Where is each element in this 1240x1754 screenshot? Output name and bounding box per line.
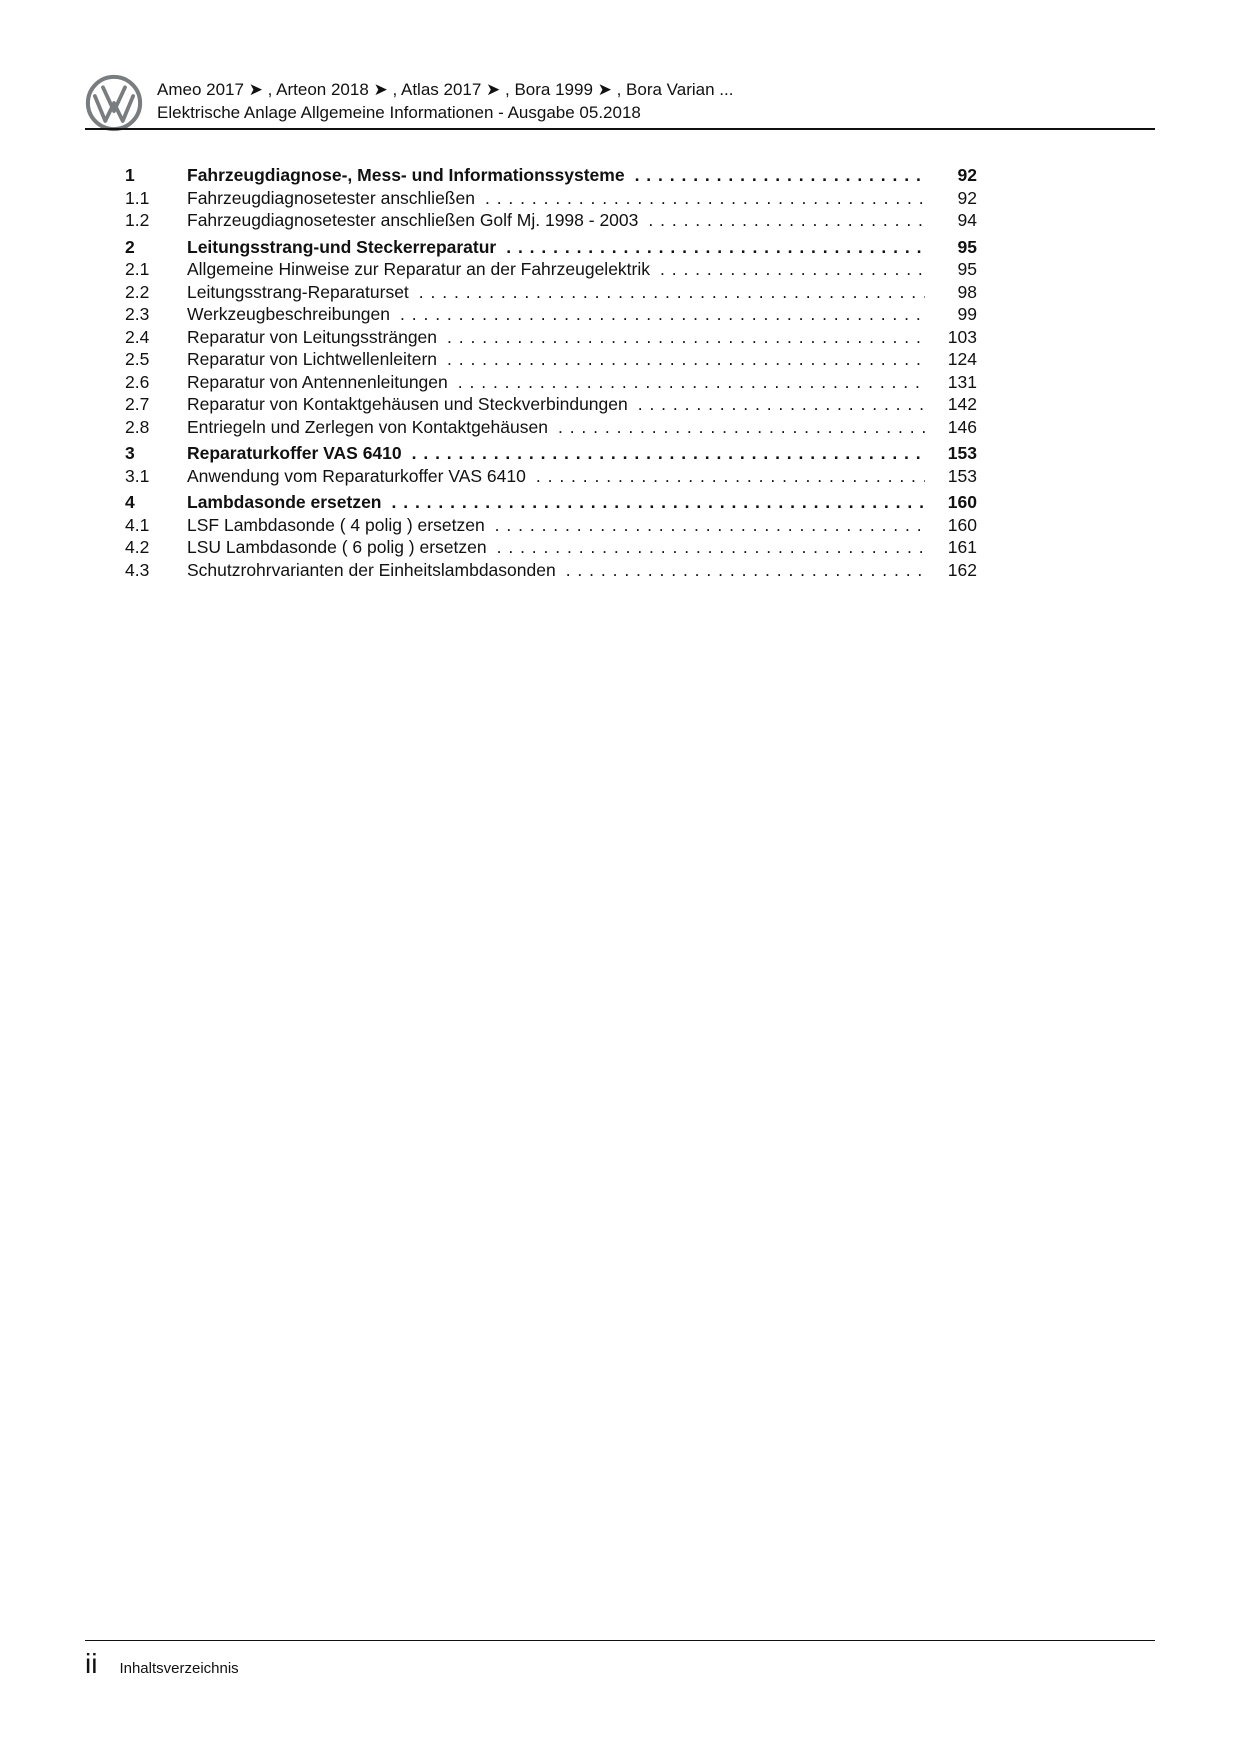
toc-section-number: 2 <box>125 236 135 257</box>
toc-section-number: 2.6 <box>125 371 150 392</box>
toc-section-number: 1.2 <box>125 210 150 230</box>
toc-dot-leader <box>660 258 925 281</box>
toc-entry-title: Reparatur von Kontaktgehäusen und Steckverbindungen <box>187 394 628 414</box>
toc-entry-title: Reparatur von Antennenleitungen <box>187 371 448 392</box>
toc-row <box>125 371 977 394</box>
toc-row <box>125 236 977 259</box>
toc-entry-title: Leitungsstrang-und Steckerreparatur <box>187 236 497 257</box>
toc-page-number: 95 <box>957 259 977 279</box>
toc-entry-title: LSU Lambdasonde ( 6 polig ) ersetzen <box>187 537 487 557</box>
toc-entry-title: Fahrzeugdiagnose-, Mess- und Informationssysteme <box>187 165 625 185</box>
toc-entry-title: Reparatur von Lichtwellenleitern <box>187 349 437 369</box>
toc-row <box>125 491 977 514</box>
toc-entry-title: Werkzeugbeschreibungen <box>187 304 391 324</box>
header-models-line: Ameo 2017 ➤ , Arteon 2018 ➤ , Atlas 2017 ➤ , Bora 1999 ➤ , Bora Varian ... <box>157 80 734 99</box>
toc-section-number: 4.1 <box>125 514 150 535</box>
toc-entry-title: Entriegeln und Zerlegen von Kontaktgehäusen <box>187 416 548 437</box>
toc-section-number: 2.2 <box>125 281 150 302</box>
toc-row <box>125 416 977 439</box>
toc-row <box>125 209 977 232</box>
header-rule <box>85 128 1155 130</box>
toc-entry-title: Allgemeine Hinweise zur Reparatur an der Fahrzeugelektrik <box>187 259 650 279</box>
toc-entry-title: Fahrzeugdiagnosetester anschließen <box>187 187 475 208</box>
toc-dot-leader <box>536 465 925 488</box>
toc-page-number: 160 <box>947 492 977 512</box>
toc-dot-leader <box>635 164 925 187</box>
toc-page-number: 161 <box>947 537 977 557</box>
toc-row <box>125 442 977 465</box>
toc-entry-title: Reparaturkoffer VAS 6410 <box>187 443 402 463</box>
footer-page-number: ii <box>85 1648 98 1679</box>
toc-page-number: 92 <box>957 165 977 185</box>
toc-entry-title: Schutzrohrvarianten der Einheitslambdasonden <box>187 559 556 580</box>
toc-row <box>125 536 977 559</box>
toc-row <box>125 303 977 326</box>
toc-page-number: 98 <box>957 281 977 302</box>
toc-row <box>125 187 977 210</box>
toc-row <box>125 465 977 488</box>
toc-section-number: 3 <box>125 443 135 463</box>
toc-dot-leader <box>497 536 925 559</box>
vw-logo-icon <box>85 74 143 132</box>
toc-row <box>125 281 977 304</box>
toc-entry-title: Anwendung vom Reparaturkoffer VAS 6410 <box>187 465 526 486</box>
toc-page-number: 124 <box>947 349 977 369</box>
toc-section-number: 2.1 <box>125 259 150 279</box>
toc-section-number: 4 <box>125 492 135 512</box>
toc-dot-leader <box>447 348 925 371</box>
toc-row <box>125 348 977 371</box>
toc-section-number: 1.1 <box>125 187 150 208</box>
footer-label: Inhaltsverzeichnis <box>119 1660 239 1677</box>
toc-dot-leader <box>566 559 925 582</box>
toc-entry-title: LSF Lambdasonde ( 4 polig ) ersetzen <box>187 514 485 535</box>
toc-entry-title: Fahrzeugdiagnosetester anschließen Golf Mj. 1998 - 2003 <box>187 210 639 230</box>
toc-page-number: 99 <box>957 304 977 324</box>
toc-page-number: 160 <box>947 514 977 535</box>
toc-page-number: 94 <box>957 210 977 230</box>
toc-section-number: 2.7 <box>125 394 150 414</box>
toc-page-number: 95 <box>957 236 977 257</box>
toc-dot-leader <box>638 393 925 416</box>
toc-section-number: 3.1 <box>125 465 150 486</box>
toc-row <box>125 258 977 281</box>
toc-row <box>125 514 977 537</box>
header-subtitle-line: Elektrische Anlage Allgemeine Informationen - Ausgabe 05.2018 <box>157 103 641 122</box>
toc-page-number: 146 <box>947 416 977 437</box>
toc-section-number: 2.4 <box>125 326 150 347</box>
toc-dot-leader <box>506 236 925 259</box>
toc-page-number: 162 <box>947 559 977 580</box>
toc-section-number: 2.8 <box>125 416 150 437</box>
toc-entry-title: Reparatur von Leitungssträngen <box>187 326 438 347</box>
toc-row <box>125 559 977 582</box>
footer <box>85 1648 239 1680</box>
toc-dot-leader <box>412 442 925 465</box>
toc-entry-title: Lambdasonde ersetzen <box>187 492 382 512</box>
toc-row <box>125 164 977 187</box>
toc-dot-leader <box>495 514 925 537</box>
toc-row <box>125 326 977 349</box>
footer-rule <box>85 1640 1155 1641</box>
toc-page-number: 153 <box>947 443 977 463</box>
toc-dot-leader <box>419 281 925 304</box>
toc-entry-title: Leitungsstrang-Reparaturset <box>187 281 409 302</box>
toc-list <box>125 160 977 581</box>
toc-page-number: 131 <box>947 371 977 392</box>
toc-row <box>125 393 977 416</box>
toc-page-number: 142 <box>947 394 977 414</box>
toc-section-number: 4.2 <box>125 537 150 557</box>
toc-page-number: 92 <box>957 187 977 208</box>
toc-dot-leader <box>558 416 925 439</box>
toc-section-number: 4.3 <box>125 559 150 580</box>
toc-page-number: 103 <box>947 326 977 347</box>
toc-dot-leader <box>458 371 925 394</box>
toc-dot-leader <box>392 491 926 514</box>
toc-page-number: 153 <box>947 465 977 486</box>
toc-dot-leader <box>485 187 925 210</box>
toc-section-number: 2.3 <box>125 304 150 324</box>
toc-section-number: 2.5 <box>125 349 150 369</box>
toc-dot-leader <box>400 303 925 326</box>
toc-section-number: 1 <box>125 165 135 185</box>
toc-dot-leader <box>648 209 925 232</box>
header <box>85 72 1155 132</box>
toc-dot-leader <box>447 326 925 349</box>
